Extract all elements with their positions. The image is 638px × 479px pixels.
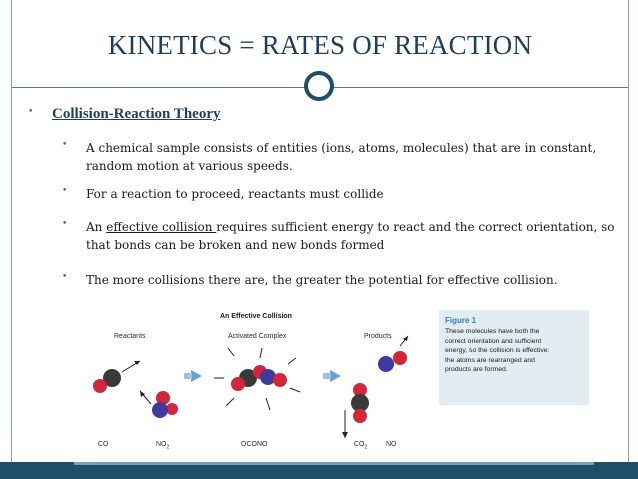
- bullet-point-1: A chemical sample consists of entities (ions, atoms, molecules) that are in constant, random motion at various speeds.: [86, 141, 597, 173]
- co2-molecule: [342, 383, 369, 438]
- bullet-icon: •: [28, 107, 34, 117]
- bullet-icon: •: [62, 140, 68, 150]
- bullet-point-3-prefix: An: [86, 220, 107, 234]
- figure-caption-text: [445, 327, 580, 375]
- no-molecule: [378, 336, 408, 372]
- stage-label-reactants: Reactants: [114, 333, 146, 340]
- caption-line: energy, so the collision is effective:: [445, 347, 550, 354]
- caption-line: These molecules have both the: [445, 328, 540, 335]
- section-heading: Collision-Reaction Theory: [52, 106, 221, 122]
- co-molecule: [93, 361, 140, 393]
- label-no2-base: NO: [156, 441, 167, 448]
- footer-bar: [0, 462, 638, 479]
- activated-complex-molecule: [214, 348, 300, 410]
- arrow-right-icon: [191, 370, 202, 382]
- circle-ornament-icon: [304, 71, 334, 101]
- bullet-point-3: [86, 218, 616, 254]
- label-no: NO: [386, 441, 397, 448]
- bullet-point-3-rest: requires sufficient energy to react and the correct orientation, so that bonds can be broken and new bonds formed: [86, 220, 615, 252]
- caption-line: correct orientation and sufficient: [445, 337, 542, 345]
- figure-heading: An Effective Collision: [220, 313, 292, 320]
- effective-collision-term: effective collision: [106, 220, 217, 234]
- arrow-right-icon: [330, 370, 341, 382]
- caption-line: the atoms are rearranged and: [445, 356, 535, 364]
- label-ocono: OCONO: [241, 441, 268, 448]
- bullet-point-4: The more collisions there are, the greater the potential for effective collision.: [86, 273, 558, 287]
- figure-caption-box: [439, 310, 589, 405]
- label-co2-sub: 2: [364, 444, 368, 451]
- bullet-point-2: For a reaction to proceed, reactants must collide: [86, 187, 384, 201]
- slide-title: KINETICS = RATES OF REACTION: [107, 30, 533, 60]
- bullet-icon: •: [62, 186, 68, 196]
- collision-figure: [76, 306, 596, 462]
- collision-diagram: [76, 306, 436, 462]
- figure-caption-title: Figure 1: [445, 316, 477, 325]
- bullet-icon: •: [62, 219, 68, 229]
- label-co2-base: CO: [354, 441, 365, 448]
- stage-label-products: Products: [364, 333, 392, 340]
- label-co: CO: [98, 441, 109, 448]
- frame-right-line: [628, 0, 629, 470]
- label-no2-sub: 2: [166, 444, 170, 451]
- stage-label-activated-complex: Activated Complex: [228, 333, 287, 340]
- footer-accent: [74, 462, 594, 465]
- no2-molecule: [140, 391, 178, 418]
- frame-left-line: [11, 0, 12, 470]
- bullet-icon: •: [62, 272, 68, 282]
- label-co2: [354, 441, 367, 450]
- caption-line: products are formed.: [445, 366, 508, 373]
- label-no2: [156, 441, 169, 450]
